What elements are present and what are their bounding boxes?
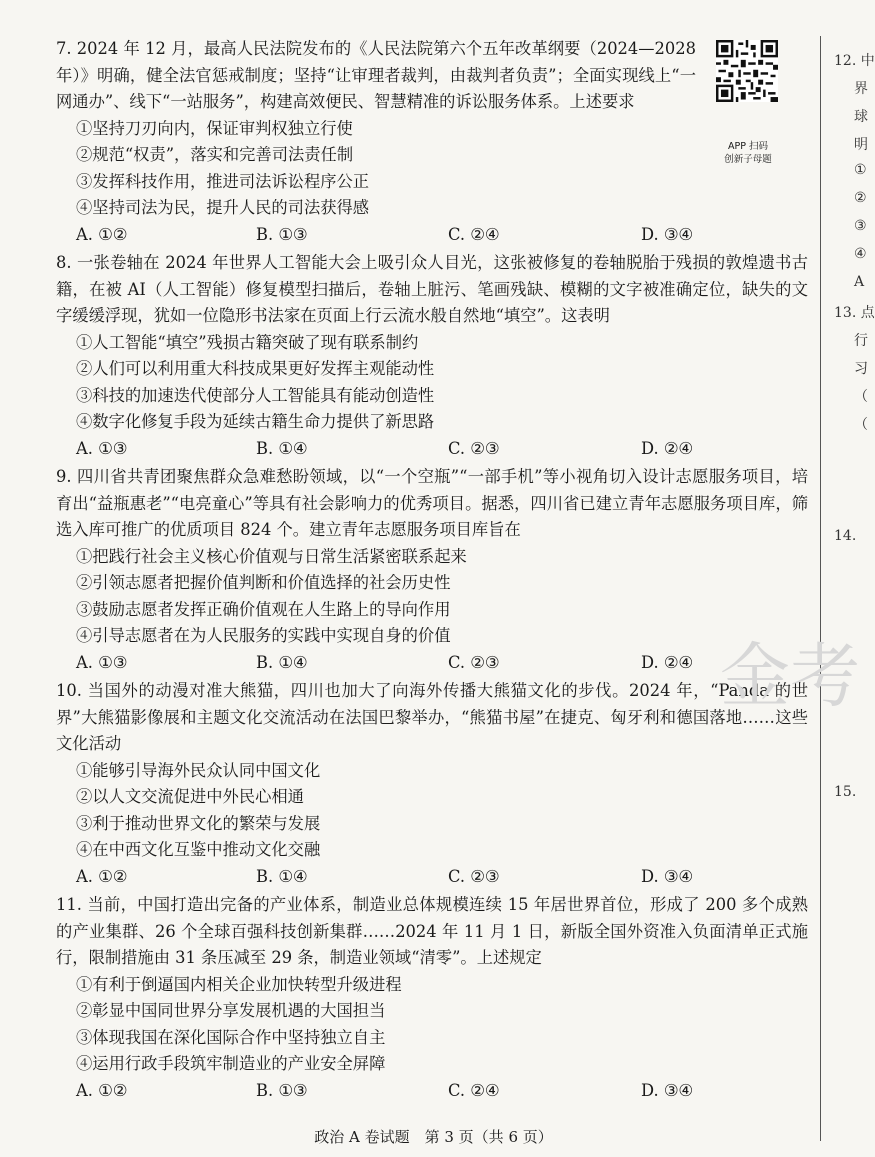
option-item: ③发挥科技作用，推进司法诉讼程序公正 xyxy=(76,171,370,191)
option-item: ②人们可以利用重大科技成果更好发挥主观能动性 xyxy=(76,359,435,378)
question-column xyxy=(56,36,808,1106)
clipped-text: ① xyxy=(854,162,867,178)
option-item: ③体现我国在深化国际合作中坚持独立自主 xyxy=(76,1027,386,1047)
option-item: ④运用行政手段筑牢制造业的产业安全屏障 xyxy=(76,1054,386,1073)
option-item: ①有利于倒逼国内相关企业加快转型升级进程 xyxy=(76,974,402,994)
page-footer: 政治 A 卷试题 第 3 页（共 6 页） xyxy=(314,1128,553,1146)
choice-a: A. ①③ xyxy=(76,438,128,458)
question-stem: 8. 一张卷轴在 2024 年世界人工智能大会上吸引众人目光，这张被修复的卷轴脱胎于残损的敦煌遗书古籍，在被 AI（人工智能）修复模型扫描后，卷轴上脏污、笔画残缺、模糊的文字被准确定位，缺失的文字缓缓浮现，犹如一位隐形书法家在页面上行云流水般自然地“填空”。这表明 xyxy=(56,253,808,325)
clipped-text: 14. xyxy=(834,528,857,544)
option-item: ③鼓励志愿者发挥正确价值观在人生路上的导向作用 xyxy=(76,599,451,619)
option-item: ①人工智能“填空”残损古籍突破了现有联系制约 xyxy=(76,332,419,352)
answer-choices xyxy=(76,222,808,249)
option-item: ②彰显中国同世界分享发展机遇的大国担当 xyxy=(76,1001,386,1020)
clipped-text: A xyxy=(854,274,865,290)
choice-c: C. ②③ xyxy=(448,652,500,672)
clipped-text: ③ xyxy=(854,218,867,234)
choice-c: C. ②③ xyxy=(448,866,500,886)
watermark: 金考 xyxy=(720,635,860,717)
clipped-text: ② xyxy=(854,190,867,206)
question-stem: 7. 2024 年 12 月，最高人民法院发布的《人民法院第六个五年改革纲要（2024—2028 年）》明确，健全法官惩戒制度；坚持“让审理者裁判，由裁判者负责”；全面实现线上“一网通办”、线下“一站服务”，构建高效便民、智慧精准的诉讼服务体系。上述要求 xyxy=(56,39,696,111)
clipped-text: 界 xyxy=(854,81,868,97)
choice-b: B. ①③ xyxy=(256,224,308,244)
clipped-text: 明 xyxy=(854,137,868,153)
clipped-text: 行 xyxy=(854,333,868,349)
option-item: ③利于推动世界文化的繁荣与发展 xyxy=(76,813,321,833)
option-item: ②引领志愿者把握价值判断和价值选择的社会历史性 xyxy=(76,573,451,592)
choice-d: D. ③④ xyxy=(641,866,694,886)
option-item: ④坚持司法为民，提升人民的司法获得感 xyxy=(76,198,370,217)
question-9 xyxy=(56,464,808,676)
option-item: ①坚持刀刃向内，保证审判权独立行使 xyxy=(76,118,353,138)
choice-a: A. ①③ xyxy=(76,652,128,672)
choice-c: C. ②③ xyxy=(448,438,500,458)
qr-caption-line: 创新子母题 xyxy=(724,154,772,165)
question-8 xyxy=(56,250,808,462)
qr-caption xyxy=(712,140,784,166)
clipped-text: （ xyxy=(854,389,868,405)
choice-a: A. ①② xyxy=(76,224,128,244)
choice-d: D. ②④ xyxy=(641,438,694,458)
choice-d: D. ③④ xyxy=(641,1080,694,1100)
choice-b: B. ①③ xyxy=(256,1080,308,1100)
answer-choices xyxy=(76,1078,808,1105)
choice-c: C. ②④ xyxy=(448,1080,500,1100)
clipped-text: 习 xyxy=(854,361,868,377)
choice-b: B. ①④ xyxy=(256,438,308,458)
choice-c: C. ②④ xyxy=(448,224,500,244)
choice-d: D. ②④ xyxy=(641,652,694,672)
option-item: ④数字化修复手段为延续古籍生命力提供了新思路 xyxy=(76,412,435,431)
option-item: ③科技的加速迭代使部分人工智能具有能动创造性 xyxy=(76,385,435,405)
clipped-text: 球 xyxy=(854,109,868,125)
question-7 xyxy=(56,36,808,248)
choice-b: B. ①④ xyxy=(256,652,308,672)
column-divider xyxy=(820,36,821,1141)
clipped-text: 13. 点 xyxy=(834,305,875,321)
choice-b: B. ①④ xyxy=(256,866,308,886)
question-11 xyxy=(56,892,808,1104)
qr-caption-line: APP 扫码 xyxy=(728,141,768,152)
question-stem: 9. 四川省共青团聚焦群众急难愁盼领域，以“一个空瓶”“一部手机”等小视角切入设计志愿服务项目，培育出“益瓶惠老”“电亮童心”等具有社会影响力的优秀项目。据悉，四川省已建立青年志愿服务项目库，筛选入库可推广的优质项目 824 个。建立青年志愿服务项目库旨在 xyxy=(56,467,808,539)
clipped-text: 12. 中 xyxy=(834,53,875,69)
clipped-text: （ xyxy=(854,417,868,433)
question-stem: 11. 当前，中国打造出完备的产业体系，制造业总体规模连续 15 年居世界首位，形成了 200 多个成熟的产业集群、26 个全球百强科技创新集群……2024 年 11 月 1 日，新版全国外资准入负面清单正式施行，限制措施由 31 条压减至 29 条，制造业领域“清零”。上述规定 xyxy=(56,895,808,967)
clipped-text: ④ xyxy=(854,246,867,262)
answer-choices xyxy=(76,650,808,677)
question-10 xyxy=(56,678,808,890)
answer-choices xyxy=(76,864,808,891)
choice-d: D. ③④ xyxy=(641,224,694,244)
option-item: ①能够引导海外民众认同中国文化 xyxy=(76,760,321,780)
option-item: ①把践行社会主义核心价值观与日常生活紧密联系起来 xyxy=(76,546,467,566)
option-item: ④在中西文化互鉴中推动文化交融 xyxy=(76,840,321,859)
option-item: ②以人文交流促进中外民心相通 xyxy=(76,787,304,806)
next-column-clipped xyxy=(832,40,875,1140)
choice-a: A. ①② xyxy=(76,866,128,886)
qr-code-icon[interactable] xyxy=(716,40,778,102)
option-item: ②规范“权责”，落实和完善司法责任制 xyxy=(76,145,354,164)
choice-a: A. ①② xyxy=(76,1080,128,1100)
answer-choices xyxy=(76,436,808,463)
option-item: ④引导志愿者在为人民服务的实践中实现自身的价值 xyxy=(76,626,451,645)
clipped-text: 15. xyxy=(834,784,857,800)
question-stem: 10. 当国外的动漫对准大熊猫，四川也加大了向海外传播大熊猫文化的步伐。2024 年，“Panda 的世界”大熊猫影像展和主题文化交流活动在法国巴黎举办，“熊猫书屋”在捷克、匈牙利和德国落地……这些文化活动 xyxy=(56,681,808,753)
